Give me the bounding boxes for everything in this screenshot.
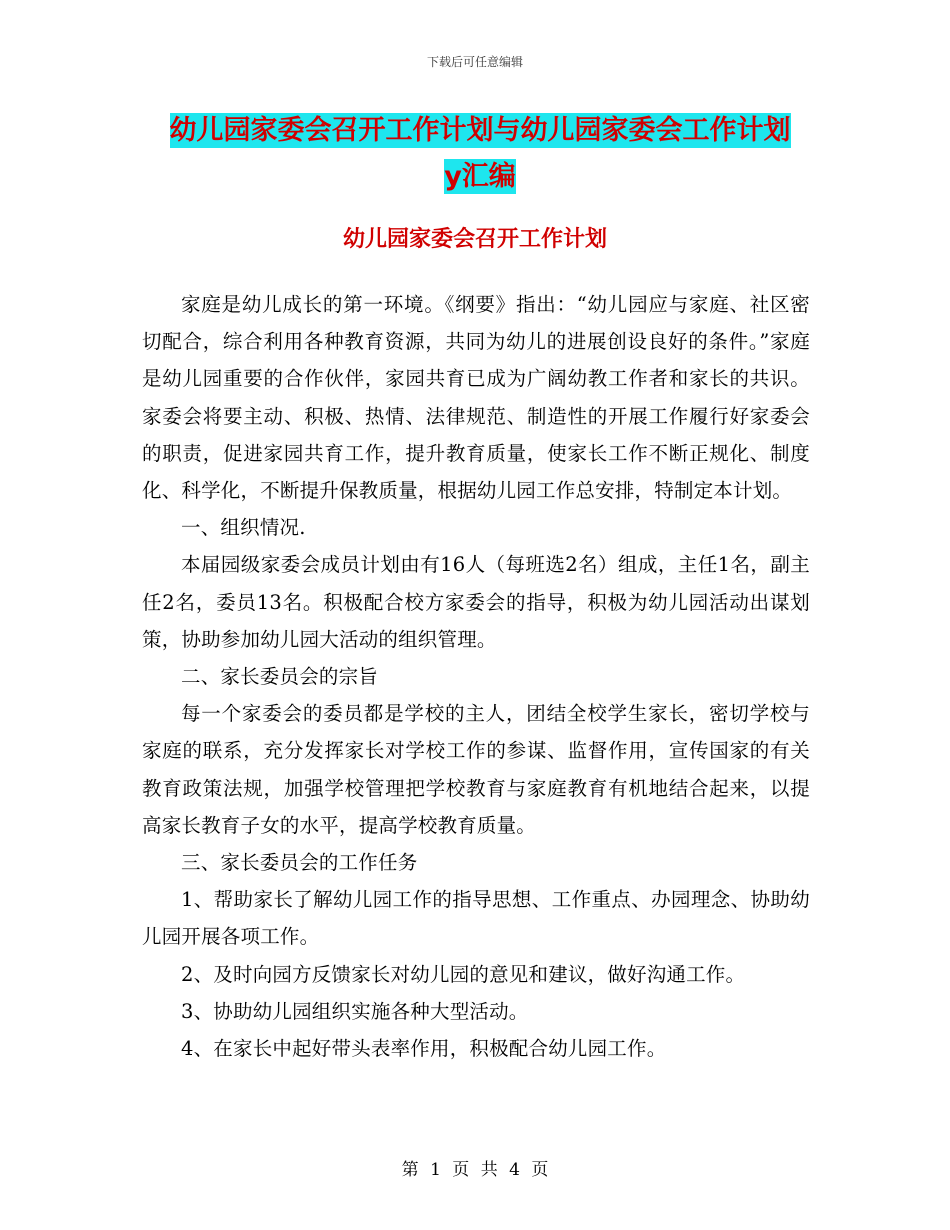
heading-tasks: 三、家长委员会的工作任务 [181,851,418,875]
section-title: 幼儿园家委会召开工作计划 [342,227,607,252]
document-title-line2: y汇编 [444,161,516,192]
page-number-footer: 第 1 页 共 4 页 [401,1160,549,1180]
paragraph-organization: 本届园级家委会成员计划由有16人（每班选2名）组成，主任1名，副主任2名，委员13名。积极配合校方家委会的指导，积极为幼儿园活动出谋划策，协助参加幼儿园大活动的组织管理。 [142,553,810,651]
task-item-1: 1、帮助家长了解幼儿园工作的指导思想、工作重点、办园理念、协助幼儿园开展各项工作。 [142,888,810,949]
heading-purpose: 二、家长委员会的宗旨 [181,665,379,689]
paragraph-intro: 家庭是幼儿成长的第一环境。《纲要》指出：“幼儿园应与家庭、社区密切配合，综合利用各种教育资源，共同为幼儿的进展创设良好的条件。”家庭是幼儿园重要的合作伙伴，家园共育已成为广阔幼教工作者和家长的共识。家委会将要主动、积极、热情、法律规范、制造性的开展工作履行好家委会的职责，促进家园共育工作，提升教育质量，使家长工作不断正规化、制度化、科学化，不断提升保教质量，根据幼儿园工作总安排，特制定本计划。 [142,293,810,503]
document-body [142,286,810,1067]
document-title-line1: 幼儿园家委会召开工作计划与幼儿园家委会工作计划 [169,115,791,146]
paragraph-purpose: 每一个家委会的委员都是学校的主人，团结全校学生家长，密切学校与家庭的联系，充分发挥家长对学校工作的参谋、监督作用，宣传国家的有关教育政策法规，加强学校管理把学校教育与家庭教育有机地结合起来，以提高家长教育子女的水平，提高学校教育质量。 [142,702,810,837]
task-item-4: 4、在家长中起好带头表率作用，积极配合幼儿园工作。 [181,1037,667,1061]
heading-organization: 一、组织情况. [181,516,306,540]
document-title [140,108,820,200]
header-note: 下载后可任意编辑 [426,55,523,69]
task-item-3: 3、协助幼儿园组织实施各种大型活动。 [181,999,529,1023]
task-item-2: 2、及时向园方反馈家长对幼儿园的意见和建议，做好沟通工作。 [181,962,746,986]
